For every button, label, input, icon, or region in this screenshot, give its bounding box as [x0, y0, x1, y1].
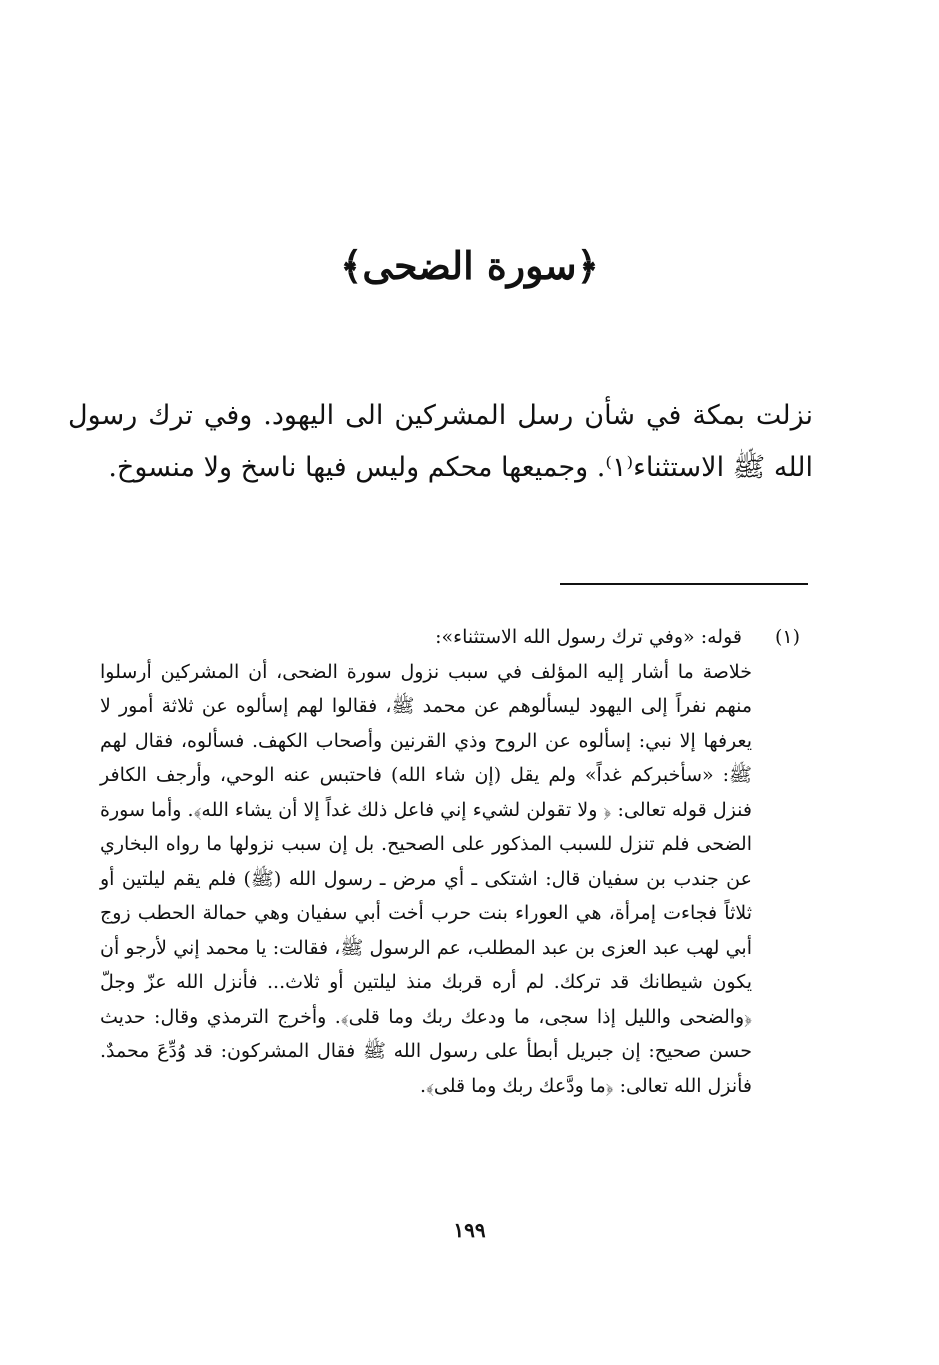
intro-paragraph: نزلت بمكة في شأن رسل المشركين الى اليهود. وفي ترك رسول الله ﷺ الاستثناء⁽١⁾. وجميعها محكم وليس فيها ناسخ ولا منسوخ.: [68, 400, 813, 483]
footnote-divider: [560, 583, 808, 585]
footnote-heading-line: [100, 620, 800, 655]
footnote-number: (١): [774, 626, 800, 648]
page-number: ١٩٩: [453, 1218, 486, 1242]
surah-title: ﴿سورة الضحى﴾: [340, 243, 599, 288]
footnote: [100, 620, 800, 1103]
intro-section: [68, 390, 813, 494]
footnote-body: خلاصة ما أشار إليه المؤلف في سبب نزول سورة الضحى، أن المشركين أرسلوا منهم نفراً إلى اليهود ليسألوهم عن محمد ﷺ، فقالوا لهم إسألوه عن ثلاثة أمور لا يعرفها إلا نبي: إسألوه عن الروح وذي القرنين وأصحاب الكهف. فسألوه، فقال لهم ﷺ: «سأخبركم غداً» ولم يقل (إن شاء الله) فاحتبس عنه الوحي، وأرجف الكافر فنزل قوله تعالى: ﴿ ولا تقولن لشيء إني فاعل ذلك غداً إلا أن يشاء الله﴾. وأما سورة الضحى فلم تنزل للسبب المذكور على الصحيح. بل إن سبب نزولها ما رواه البخاري عن جندب بن سفيان قال: اشتكى ـ أي مرض ـ رسول الله (ﷺ) فلم يقم ليلتين أو ثلاثاً فجاءت إمرأة، هي العوراء بنت حرب أخت أبي سفيان وهي حمالة الحطب زوج أبي لهب عبد العزى بن عبد المطلب، عم الرسول ﷺ، فقالت: يا محمد إني لأرجو أن يكون شيطانك قد تركك. لم أره قربك منذ ليلتين أو ثلاث... فأنزل الله عزّ وجلّ ﴿والضحى والليل إذا سجى، ما ودعك ربك وما قلى﴾. وأخرج الترمذي وقال: حديث حسن صحيح: إن جبريل أبطأ على رسول الله ﷺ فقال المشركون: قد وُدِّعَ محمدٌ. فأنزل الله تعالى: ﴿ما ودَّعك ربك وما قلى﴾.: [100, 660, 752, 1097]
footnote-heading: قوله: «وفي ترك رسول الله الاستثناء»:: [435, 626, 742, 648]
